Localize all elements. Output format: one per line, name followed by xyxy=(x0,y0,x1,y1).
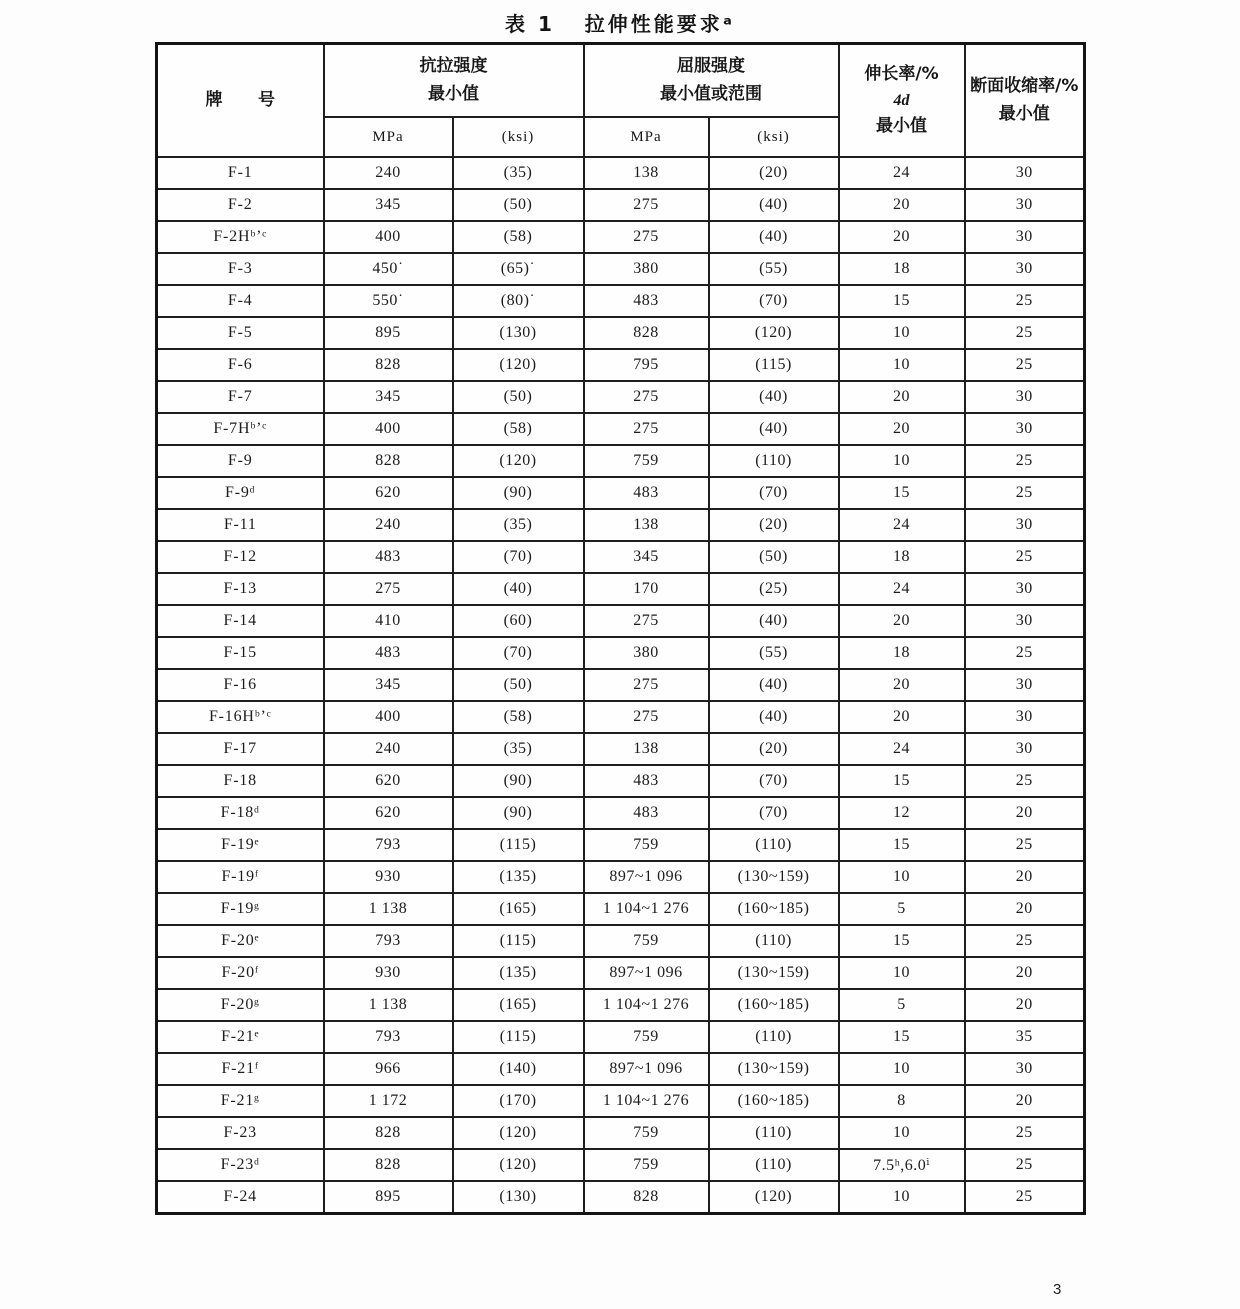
table-row xyxy=(157,829,1085,861)
value-cell: (35) xyxy=(453,509,584,541)
table-row xyxy=(157,1053,1085,1085)
unit-header-tensile-ksi: (ksi) xyxy=(453,117,584,157)
table-row xyxy=(157,637,1085,669)
value-cell: (20) xyxy=(709,733,839,765)
value-cell: 25 xyxy=(965,445,1085,477)
table-row xyxy=(157,445,1085,477)
value-cell: 10 xyxy=(839,1181,965,1214)
value-cell: 20 xyxy=(965,1085,1085,1117)
grade-cell: F-19ᵍ xyxy=(157,893,324,925)
value-cell: 25 xyxy=(965,925,1085,957)
table-row xyxy=(157,1021,1085,1053)
table-row xyxy=(157,413,1085,445)
value-cell: 345 xyxy=(324,669,453,701)
table-row xyxy=(157,189,1085,221)
column-header-elongation xyxy=(839,44,965,158)
value-cell: (35) xyxy=(453,157,584,189)
value-cell: (55) xyxy=(709,637,839,669)
value-cell: 450˙ xyxy=(324,253,453,285)
value-cell: (50) xyxy=(709,541,839,573)
value-cell: 1 138 xyxy=(324,893,453,925)
value-cell: 759 xyxy=(584,1021,709,1053)
value-cell: (165) xyxy=(453,989,584,1021)
value-cell: 1 104~1 276 xyxy=(584,1085,709,1117)
value-cell: 25 xyxy=(965,765,1085,797)
value-cell: (110) xyxy=(709,1117,839,1149)
value-cell: 30 xyxy=(965,221,1085,253)
grade-cell: F-3 xyxy=(157,253,324,285)
value-cell: (115) xyxy=(453,925,584,957)
value-cell: 1 172 xyxy=(324,1085,453,1117)
value-cell: 895 xyxy=(324,1181,453,1214)
value-cell: 275 xyxy=(584,189,709,221)
value-cell: 12 xyxy=(839,797,965,829)
table-body xyxy=(157,157,1085,1214)
yield-strength-label-line1: 屈服强度 xyxy=(677,56,745,77)
grade-cell: F-14 xyxy=(157,605,324,637)
value-cell: (115) xyxy=(453,1021,584,1053)
value-cell: (110) xyxy=(709,445,839,477)
value-cell: 25 xyxy=(965,1149,1085,1181)
value-cell: 5 xyxy=(839,989,965,1021)
value-cell: 10 xyxy=(839,861,965,893)
grade-cell: F-20ᵉ xyxy=(157,925,324,957)
value-cell: 8 xyxy=(839,1085,965,1117)
tensile-strength-label-line1: 抗拉强度 xyxy=(419,56,488,77)
value-cell: 20 xyxy=(839,189,965,221)
value-cell: (50) xyxy=(453,381,584,413)
table-row xyxy=(157,1085,1085,1117)
value-cell: (40) xyxy=(709,605,839,637)
grade-cell: F-5 xyxy=(157,317,324,349)
value-cell: (70) xyxy=(709,765,839,797)
value-cell: (40) xyxy=(709,669,839,701)
unit-header-yield-mpa: MPa xyxy=(584,117,709,157)
value-cell: 380 xyxy=(584,253,709,285)
value-cell: 10 xyxy=(839,349,965,381)
grade-cell: F-21ᶠ xyxy=(157,1053,324,1085)
grade-cell: F-23ᵈ xyxy=(157,1149,324,1181)
value-cell: 275 xyxy=(324,573,453,605)
value-cell: (58) xyxy=(453,701,584,733)
value-cell: 20 xyxy=(965,861,1085,893)
value-cell: 345 xyxy=(584,541,709,573)
value-cell: (115) xyxy=(709,349,839,381)
value-cell: 930 xyxy=(324,861,453,893)
grade-cell: F-7Hᵇʼᶜ xyxy=(157,413,324,445)
table-row xyxy=(157,157,1085,189)
value-cell: (58) xyxy=(453,413,584,445)
value-cell: (58) xyxy=(453,221,584,253)
value-cell: 550˙ xyxy=(324,285,453,317)
table-row xyxy=(157,1181,1085,1214)
value-cell: 828 xyxy=(584,317,709,349)
table-header xyxy=(157,44,1085,158)
value-cell: (40) xyxy=(709,701,839,733)
column-header-reduction-of-area xyxy=(965,44,1085,158)
grade-cell: F-21ᵍ xyxy=(157,1085,324,1117)
value-cell: (60) xyxy=(453,605,584,637)
value-cell: 759 xyxy=(584,925,709,957)
table-row xyxy=(157,989,1085,1021)
table-row xyxy=(157,1149,1085,1181)
value-cell: 400 xyxy=(324,221,453,253)
value-cell: 793 xyxy=(324,925,453,957)
value-cell: 7.5ʰ,6.0ⁱ xyxy=(839,1149,965,1181)
column-header-grade: 牌 号 xyxy=(157,44,324,158)
value-cell: 240 xyxy=(324,733,453,765)
elongation-label-gauge: 4d xyxy=(893,91,910,109)
value-cell: (55) xyxy=(709,253,839,285)
value-cell: (120) xyxy=(709,317,839,349)
value-cell: (70) xyxy=(453,541,584,573)
value-cell: 24 xyxy=(839,573,965,605)
value-cell: 20 xyxy=(839,381,965,413)
grade-cell: F-16 xyxy=(157,669,324,701)
value-cell: 20 xyxy=(965,957,1085,989)
value-cell: (165) xyxy=(453,893,584,925)
value-cell: 25 xyxy=(965,1117,1085,1149)
value-cell: 793 xyxy=(324,1021,453,1053)
value-cell: 380 xyxy=(584,637,709,669)
value-cell: 15 xyxy=(839,1021,965,1053)
value-cell: 24 xyxy=(839,733,965,765)
value-cell: (120) xyxy=(709,1181,839,1214)
table-row xyxy=(157,1117,1085,1149)
value-cell: 828 xyxy=(324,445,453,477)
grade-cell: F-16Hᵇʼᶜ xyxy=(157,701,324,733)
value-cell: (70) xyxy=(453,637,584,669)
value-cell: 828 xyxy=(324,1149,453,1181)
value-cell: (40) xyxy=(709,413,839,445)
table-row xyxy=(157,797,1085,829)
value-cell: (80)˙ xyxy=(453,285,584,317)
elongation-label-min: 最小值 xyxy=(876,116,927,137)
table-row xyxy=(157,605,1085,637)
value-cell: 18 xyxy=(839,637,965,669)
value-cell: 966 xyxy=(324,1053,453,1085)
value-cell: 1 104~1 276 xyxy=(584,989,709,1021)
value-cell: 138 xyxy=(584,509,709,541)
table-row xyxy=(157,541,1085,573)
value-cell: 240 xyxy=(324,509,453,541)
value-cell: (25) xyxy=(709,573,839,605)
value-cell: 25 xyxy=(965,317,1085,349)
value-cell: (140) xyxy=(453,1053,584,1085)
page-number: 3 xyxy=(1053,1281,1062,1298)
value-cell: 18 xyxy=(839,253,965,285)
value-cell: 759 xyxy=(584,1149,709,1181)
value-cell: 20 xyxy=(965,797,1085,829)
value-cell: (35) xyxy=(453,733,584,765)
value-cell: 483 xyxy=(584,285,709,317)
value-cell: 30 xyxy=(965,381,1085,413)
grade-cell: F-15 xyxy=(157,637,324,669)
value-cell: (135) xyxy=(453,861,584,893)
value-cell: 10 xyxy=(839,1117,965,1149)
value-cell: 30 xyxy=(965,669,1085,701)
value-cell: 15 xyxy=(839,765,965,797)
value-cell: (50) xyxy=(453,189,584,221)
table-row xyxy=(157,573,1085,605)
grade-cell: F-1 xyxy=(157,157,324,189)
grade-cell: F-18ᵈ xyxy=(157,797,324,829)
grade-cell: F-18 xyxy=(157,765,324,797)
value-cell: 25 xyxy=(965,637,1085,669)
value-cell: 345 xyxy=(324,189,453,221)
value-cell: (120) xyxy=(453,1117,584,1149)
grade-cell: F-9ᵈ xyxy=(157,477,324,509)
value-cell: 793 xyxy=(324,829,453,861)
value-cell: (160~185) xyxy=(709,1085,839,1117)
value-cell: 759 xyxy=(584,829,709,861)
value-cell: 30 xyxy=(965,509,1085,541)
value-cell: 483 xyxy=(584,765,709,797)
value-cell: 15 xyxy=(839,925,965,957)
value-cell: 275 xyxy=(584,605,709,637)
value-cell: (40) xyxy=(709,189,839,221)
value-cell: 410 xyxy=(324,605,453,637)
value-cell: 345 xyxy=(324,381,453,413)
value-cell: 24 xyxy=(839,157,965,189)
value-cell: 25 xyxy=(965,829,1085,861)
value-cell: (120) xyxy=(453,349,584,381)
grade-cell: F-24 xyxy=(157,1181,324,1214)
grade-cell: F-19ᶠ xyxy=(157,861,324,893)
grade-cell: F-19ᵉ xyxy=(157,829,324,861)
value-cell: (90) xyxy=(453,797,584,829)
table-row xyxy=(157,285,1085,317)
value-cell: (65)˙ xyxy=(453,253,584,285)
value-cell: 1 138 xyxy=(324,989,453,1021)
value-cell: (130~159) xyxy=(709,1053,839,1085)
reduction-label-min: 最小值 xyxy=(998,103,1050,124)
value-cell: 828 xyxy=(324,349,453,381)
value-cell: 897~1 096 xyxy=(584,1053,709,1085)
grade-cell: F-6 xyxy=(157,349,324,381)
value-cell: (110) xyxy=(709,1149,839,1181)
grade-cell: F-11 xyxy=(157,509,324,541)
value-cell: 828 xyxy=(324,1117,453,1149)
table-row xyxy=(157,509,1085,541)
value-cell: 30 xyxy=(965,605,1085,637)
unit-header-tensile-mpa: MPa xyxy=(324,117,453,157)
value-cell: 30 xyxy=(965,701,1085,733)
value-cell: 483 xyxy=(584,797,709,829)
value-cell: 275 xyxy=(584,381,709,413)
table-row xyxy=(157,893,1085,925)
grade-cell: F-20ᵍ xyxy=(157,989,324,1021)
value-cell: (135) xyxy=(453,957,584,989)
value-cell: 620 xyxy=(324,477,453,509)
column-header-yield-strength xyxy=(584,44,839,118)
value-cell: 20 xyxy=(839,669,965,701)
grade-cell: F-12 xyxy=(157,541,324,573)
unit-header-yield-ksi: (ksi) xyxy=(709,117,839,157)
value-cell: (130) xyxy=(453,317,584,349)
grade-cell: F-20ᶠ xyxy=(157,957,324,989)
value-cell: (40) xyxy=(453,573,584,605)
value-cell: (160~185) xyxy=(709,893,839,925)
value-cell: (90) xyxy=(453,765,584,797)
value-cell: 15 xyxy=(839,285,965,317)
table-row xyxy=(157,381,1085,413)
value-cell: 30 xyxy=(965,413,1085,445)
table-row xyxy=(157,253,1085,285)
value-cell: 138 xyxy=(584,733,709,765)
value-cell: 20 xyxy=(839,413,965,445)
table-row xyxy=(157,925,1085,957)
value-cell: 275 xyxy=(584,413,709,445)
value-cell: (40) xyxy=(709,221,839,253)
table-row xyxy=(157,477,1085,509)
value-cell: 759 xyxy=(584,445,709,477)
header-group-row xyxy=(157,44,1085,118)
grade-cell: F-13 xyxy=(157,573,324,605)
value-cell: (40) xyxy=(709,381,839,413)
value-cell: (130) xyxy=(453,1181,584,1214)
value-cell: 30 xyxy=(965,1053,1085,1085)
value-cell: 30 xyxy=(965,253,1085,285)
value-cell: (20) xyxy=(709,509,839,541)
value-cell: 620 xyxy=(324,797,453,829)
reduction-label-line1: 断面收缩率/% xyxy=(970,76,1079,97)
value-cell: 483 xyxy=(324,637,453,669)
value-cell: 275 xyxy=(584,701,709,733)
value-cell: 30 xyxy=(965,157,1085,189)
value-cell: 400 xyxy=(324,701,453,733)
value-cell: (130~159) xyxy=(709,957,839,989)
value-cell: 15 xyxy=(839,829,965,861)
value-cell: 25 xyxy=(965,285,1085,317)
value-cell: 759 xyxy=(584,1117,709,1149)
grade-cell: F-4 xyxy=(157,285,324,317)
value-cell: (110) xyxy=(709,1021,839,1053)
value-cell: 170 xyxy=(584,573,709,605)
table-row xyxy=(157,669,1085,701)
grade-cell: F-9 xyxy=(157,445,324,477)
value-cell: 483 xyxy=(324,541,453,573)
table-row xyxy=(157,701,1085,733)
value-cell: 10 xyxy=(839,445,965,477)
value-cell: 5 xyxy=(839,893,965,925)
value-cell: 620 xyxy=(324,765,453,797)
value-cell: 25 xyxy=(965,1181,1085,1214)
value-cell: 25 xyxy=(965,477,1085,509)
value-cell: 240 xyxy=(324,157,453,189)
value-cell: 30 xyxy=(965,189,1085,221)
table-row xyxy=(157,349,1085,381)
value-cell: 275 xyxy=(584,669,709,701)
value-cell: 138 xyxy=(584,157,709,189)
value-cell: 25 xyxy=(965,541,1085,573)
yield-strength-label-line2: 最小值或范围 xyxy=(660,83,762,104)
tensile-requirements-table xyxy=(155,42,1086,1215)
elongation-label-line1: 伸长率/% xyxy=(864,63,939,84)
value-cell: (170) xyxy=(453,1085,584,1117)
value-cell: 10 xyxy=(839,317,965,349)
value-cell: (130~159) xyxy=(709,861,839,893)
value-cell: 20 xyxy=(965,989,1085,1021)
value-cell: 15 xyxy=(839,477,965,509)
value-cell: 483 xyxy=(584,477,709,509)
value-cell: 930 xyxy=(324,957,453,989)
value-cell: 10 xyxy=(839,1053,965,1085)
table-row xyxy=(157,733,1085,765)
value-cell: 20 xyxy=(965,893,1085,925)
value-cell: (160~185) xyxy=(709,989,839,1021)
value-cell: 897~1 096 xyxy=(584,861,709,893)
value-cell: (50) xyxy=(453,669,584,701)
value-cell: (110) xyxy=(709,829,839,861)
value-cell: 30 xyxy=(965,733,1085,765)
table-row xyxy=(157,221,1085,253)
value-cell: 400 xyxy=(324,413,453,445)
value-cell: 20 xyxy=(839,221,965,253)
table-row xyxy=(157,317,1085,349)
value-cell: 18 xyxy=(839,541,965,573)
value-cell: 25 xyxy=(965,349,1085,381)
value-cell: 20 xyxy=(839,605,965,637)
table-row xyxy=(157,765,1085,797)
value-cell: (70) xyxy=(709,477,839,509)
grade-cell: F-21ᵉ xyxy=(157,1021,324,1053)
column-header-tensile-strength xyxy=(324,44,584,118)
value-cell: 828 xyxy=(584,1181,709,1214)
value-cell: 275 xyxy=(584,221,709,253)
grade-cell: F-2Hᵇʼᶜ xyxy=(157,221,324,253)
value-cell: (70) xyxy=(709,285,839,317)
grade-cell: F-17 xyxy=(157,733,324,765)
value-cell: 895 xyxy=(324,317,453,349)
value-cell: 10 xyxy=(839,957,965,989)
value-cell: (20) xyxy=(709,157,839,189)
value-cell: 897~1 096 xyxy=(584,957,709,989)
value-cell: (120) xyxy=(453,445,584,477)
value-cell: (90) xyxy=(453,477,584,509)
value-cell: 30 xyxy=(965,573,1085,605)
value-cell: 795 xyxy=(584,349,709,381)
table-row xyxy=(157,861,1085,893)
grade-cell: F-23 xyxy=(157,1117,324,1149)
value-cell: 35 xyxy=(965,1021,1085,1053)
tensile-strength-label-line2: 最小值 xyxy=(428,83,479,104)
value-cell: 1 104~1 276 xyxy=(584,893,709,925)
value-cell: (70) xyxy=(709,797,839,829)
grade-cell: F-2 xyxy=(157,189,324,221)
value-cell: (115) xyxy=(453,829,584,861)
grade-cell: F-7 xyxy=(157,381,324,413)
value-cell: 20 xyxy=(839,701,965,733)
value-cell: 24 xyxy=(839,509,965,541)
value-cell: (120) xyxy=(453,1149,584,1181)
value-cell: (110) xyxy=(709,925,839,957)
table-row xyxy=(157,957,1085,989)
table-title: 表 1 拉伸性能要求ᵃ xyxy=(505,12,735,36)
